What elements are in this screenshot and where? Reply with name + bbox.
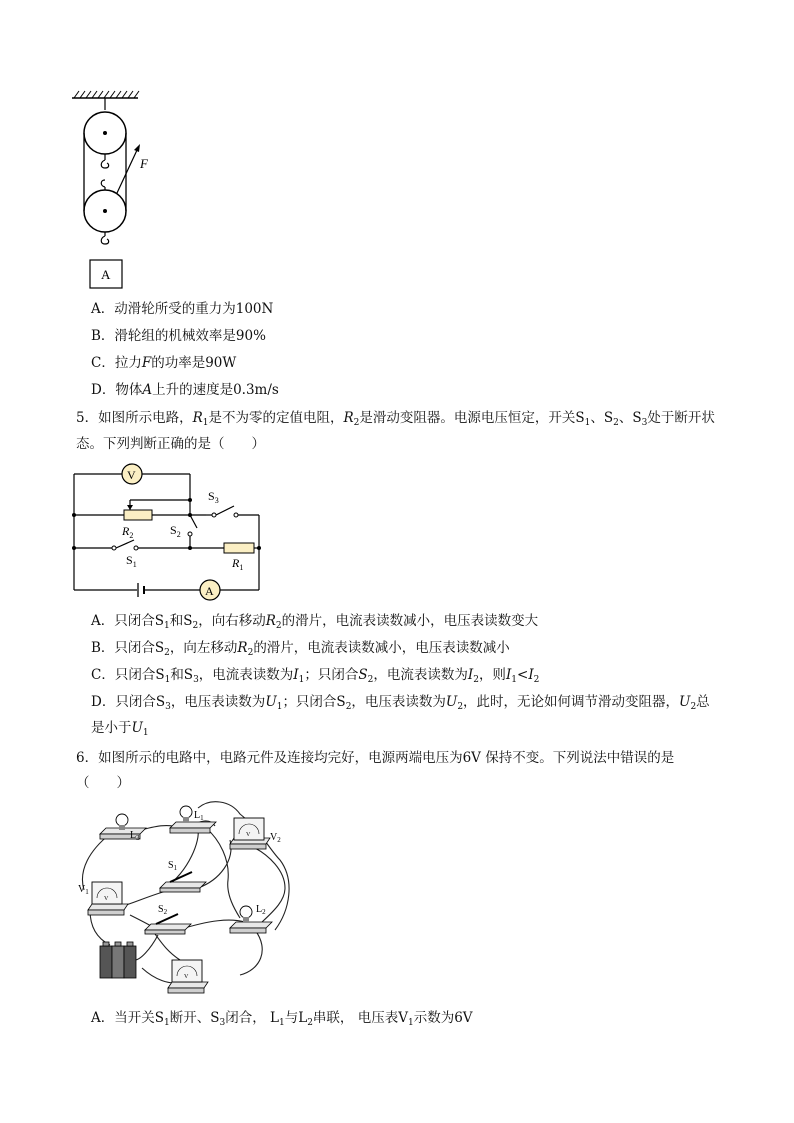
q4-option-b[interactable]: B．滑轮组的机械效率是90% [91, 328, 266, 344]
subscript: 2 [473, 675, 479, 685]
q4-option-a[interactable]: A．动滑轮所受的重力为100N [91, 301, 274, 317]
subscript: 2 [262, 908, 266, 916]
s3-label: S [208, 489, 215, 503]
option-text: ，向左移动 [169, 640, 238, 656]
option-text: < [517, 667, 529, 683]
subscript: 3 [136, 834, 140, 842]
option-text: ，电压表读数为 [170, 694, 266, 710]
subscript: 1 [164, 675, 171, 685]
subscript: 2 [457, 702, 464, 712]
q6-stem-paren: （ ） [76, 775, 130, 791]
subscript: 2 [247, 648, 254, 658]
s1-switch-label: S [168, 860, 174, 871]
subscript: 1 [407, 1018, 414, 1028]
meter-glyph: V [104, 896, 109, 902]
option-text: 和S [169, 613, 193, 629]
subscript: 1 [239, 563, 244, 572]
q4-option-c[interactable] [91, 354, 236, 372]
stem-text: 是不为零的定值电阻， [208, 410, 344, 426]
subscript: 1 [511, 675, 518, 685]
subscript: 1 [276, 702, 283, 712]
option-text: D．只闭合S [91, 694, 166, 710]
l1-label: L [194, 810, 201, 821]
option-text: 和S [170, 667, 194, 683]
variable: I [505, 667, 512, 683]
r1-label: R [232, 556, 240, 570]
q5-option-c[interactable] [91, 666, 539, 684]
subscript: 3 [165, 702, 171, 712]
variable: I [528, 667, 534, 683]
option-text: ，向右移动 [198, 613, 266, 629]
subscript: 2 [129, 531, 134, 540]
variable: U [445, 694, 458, 710]
svg-text:V2 [270, 832, 281, 844]
option-text: 闭合， L [225, 1010, 279, 1026]
s2-switch-label: S [158, 904, 164, 915]
option-text: ，电压表读数为 [351, 694, 446, 710]
q6-stem: 6．如图所示的电路中，电路元件及连接均完好，电源两端电压为6V 保持不变。下列说法中错误的是 [76, 750, 675, 766]
variable: F [141, 355, 152, 371]
subscript: 1 [142, 728, 149, 738]
q5-option-b[interactable] [91, 639, 510, 657]
option-text: 是小于 [91, 720, 132, 736]
variable: S [358, 667, 368, 683]
subscript: 1 [584, 418, 591, 428]
variable: A [142, 382, 153, 398]
option-text: A．当开关S [91, 1010, 164, 1026]
option-text: ，电流表读数为 [198, 667, 294, 683]
svg-text:R2 [121, 524, 133, 540]
svg-text:L1 [194, 810, 204, 822]
stem-text: 处于断开状态。下列判断正确的是（ ） [76, 410, 715, 452]
q5-stem [76, 405, 726, 457]
svg-text:L2 [256, 904, 266, 916]
variable: U [265, 694, 277, 710]
subscript: 2 [275, 621, 282, 631]
subscript: 1 [202, 418, 209, 428]
svg-text:S1 [126, 553, 137, 569]
option-text: ，则 [478, 667, 506, 683]
svg-text:S1 [168, 860, 178, 872]
option-text: 的滑片，电流表读数减小，电压表读数减小 [253, 640, 510, 656]
meter-glyph: V [246, 832, 251, 838]
variable: R [192, 410, 203, 426]
subscript: 2 [353, 418, 360, 428]
subscript: 2 [367, 675, 374, 685]
option-text: ；只闭合 [304, 667, 359, 683]
option-text: 示数为6V [413, 1010, 473, 1026]
variable: I [467, 667, 474, 683]
subscript: 2 [345, 702, 352, 712]
svg-text:S2 [158, 904, 168, 916]
v1-label: V [78, 884, 86, 895]
variable: U [679, 694, 691, 710]
subscript: 2 [164, 648, 170, 658]
option-text: ，此时，无论如何调节滑动变阻器， [463, 694, 680, 710]
s2-label: S [170, 523, 177, 537]
subscript: 2 [533, 675, 540, 685]
subscript: 1 [200, 814, 204, 822]
variable: R [237, 640, 248, 656]
subscript: 1 [132, 560, 137, 569]
subscript: 2 [163, 908, 168, 916]
subscript: 2 [277, 836, 281, 844]
force-label: F [140, 156, 148, 171]
q5-option-a[interactable] [91, 612, 538, 630]
variable: R [343, 410, 354, 426]
option-text: C．只闭合S [91, 667, 165, 683]
subscript: 1 [85, 888, 89, 896]
option-text: 断开、S [169, 1010, 220, 1026]
subscript: 3 [214, 496, 219, 505]
subscript: 3 [193, 675, 199, 685]
subscript: 2 [690, 702, 697, 712]
option-text: 与L [284, 1010, 308, 1026]
block-label: A [101, 267, 111, 282]
q5-option-d[interactable] [91, 689, 731, 741]
subscript: 3 [641, 418, 648, 428]
ammeter-label: A [205, 584, 214, 598]
q4-option-d[interactable] [91, 381, 279, 399]
pulley-figure [60, 88, 180, 293]
option-text: 的滑片，电流表读数减小，电压表读数变大 [281, 613, 539, 629]
subscript: 1 [164, 621, 170, 631]
stem-text: 5．如图所示电路， [76, 410, 193, 426]
svg-text:S3 [208, 489, 219, 505]
subscript: 2 [176, 530, 181, 539]
svg-text:R1 [231, 556, 243, 572]
s1-label: S [126, 553, 133, 567]
subscript: 1 [164, 1018, 170, 1028]
voltmeter-label: V [127, 468, 136, 482]
option-text: 串联， 电压表V [312, 1010, 408, 1026]
subscript: 1 [298, 675, 305, 685]
stem-text: 、S [590, 410, 614, 426]
svg-text:S2 [170, 523, 181, 539]
stem-text: 、S [618, 410, 642, 426]
r2-label: R [122, 524, 130, 538]
subscript: 3 [219, 1018, 226, 1028]
v2-label: V [270, 832, 278, 843]
option-text: A．只闭合S [91, 613, 164, 629]
stem-text: 是滑动变阻器。电源电压恒定，开关S [359, 410, 585, 426]
subscript: 2 [307, 1018, 313, 1028]
variable: R [265, 613, 276, 629]
variable: U [131, 720, 143, 736]
option-text: B．只闭合S [91, 640, 165, 656]
variable: I [293, 667, 299, 683]
l2-label: L [256, 904, 263, 915]
q6-circuit-figure [70, 800, 300, 1005]
option-text: ；只闭合S [282, 694, 346, 710]
svg-text:V1 [78, 884, 89, 896]
option-text: D．物体 [91, 382, 143, 398]
option-text: 的功率是90W [151, 355, 237, 371]
subscript: 1 [278, 1018, 285, 1028]
subscript: 2 [192, 621, 199, 631]
meter-glyph: V [184, 974, 189, 980]
q6-option-a[interactable] [91, 1009, 473, 1027]
q5-circuit-figure [66, 458, 276, 606]
l3-label: L [130, 830, 137, 841]
subscript: 2 [613, 418, 619, 428]
option-text: 总 [696, 694, 710, 710]
option-text: ，电流表读数为 [373, 667, 468, 683]
option-text: 上升的速度是0.3m/s [152, 382, 279, 398]
subscript: 1 [173, 864, 178, 872]
option-text: C．拉力 [91, 355, 142, 371]
